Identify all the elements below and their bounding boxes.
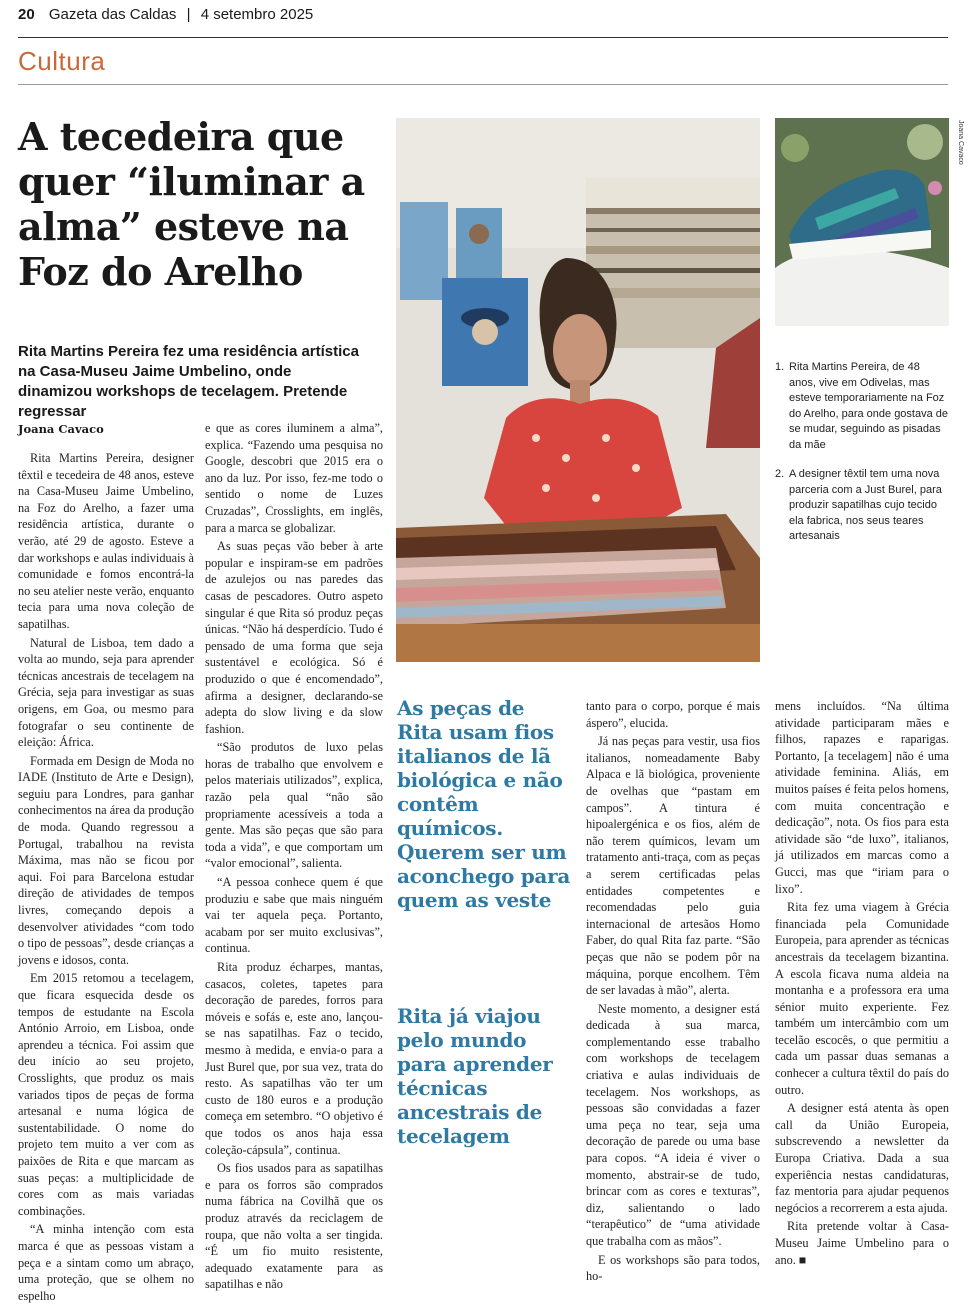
paragraph: e que as cores iluminem a alma”, explica. “Fazendo uma pesquisa no Google, descobri que 2015 era o ano da luz. Por isso, fez-me todo o sentido o nome de Luzes Cruzadas”, Crosslights, em inglês, para a marca se globalizar. <box>205 421 383 535</box>
caption-2 <box>775 467 949 545</box>
paragraph: A designer está atenta às open call da União Europeia, subscrevendo a newsletter da Europa Criativa. Dada a sua experiência nestas candidaturas, faz mentoria para ajudar pequenos negócios a recorrerem a esta ajuda. <box>775 1101 949 1215</box>
sneaker-illustration <box>775 118 949 326</box>
issue-date: 4 setembro 2025 <box>200 6 314 23</box>
paragraph: mens incluídos. “Na última atividade participaram mães e filhos, rapazes e raparigas. Portanto, [a tecelagem] não é uma atividade feminina. Aliás, em muitos países é feita pelos homens, com muita concentração e dedicação”, nota. Os fios para esta atividade são “de luxo”, italianos, já utilizados em marcas como a Gucci, mas que “iriam para o lixo”. <box>775 699 949 896</box>
paragraph: “São produtos de luxo pelas horas de trabalho que envolvem e pelos materiais utilizados”, explica, razão pela qual “não são propriamente acessíveis a toda a gente. Mas são peças que são para toda a vida”, e que comportam um “valor emocional”, salienta. <box>205 740 383 871</box>
paragraph: Rita fez uma viagem à Grécia financiada pela Comunidade Europeia, para aprender as técnicas ancestrais da tecelagem bizantina. A escola ficava numa aldeia na montanha e a professora era uma sénior muito experiente. Fez também um intercâmbio com um tecelão escocês, o que permitiu a cada um passar duas semanas a conhecer a cultura têxtil do país do outro. <box>775 900 949 1097</box>
paragraph: “A pessoa conhece quem é que produziu e sabe que mais ninguém vai ter aquela peça. Portanto, acabam por ser muito exclusivas”, continua. <box>205 875 383 956</box>
paragraph: As suas peças vão beber à arte popular e inspiram-se em padrões de azulejos ou nas paredes das casas de pescadores. Outro aspeto singular é que Rita só produz peças únicas. “Não há desperdício. Tudo é pensado de uma forma que seja sustentável e ecológica. Só é produzido o que é encomendado”, afirma a designer, declarando-se adepta do slow living e da slow fashion. <box>205 539 383 736</box>
sneaker-photo <box>775 118 949 326</box>
paragraph: tanto para o corpo, porque é mais áspero”, elucida. <box>586 699 760 730</box>
caption-number: 1. <box>775 361 785 373</box>
paragraph: Natural de Lisboa, tem dado a volta ao mundo, seja para aprender técnicas ancestrais de tecelagem na Grécia, seja para investigar as suas origens, em Goa, ou mesmo para fotografar o seu continente de eleição: África. <box>18 635 194 750</box>
weaver-photo <box>396 118 760 662</box>
paragraph: Neste momento, a designer está dedicada à sua marca, complementando esse trabalho com workshops de tecelagem criativa e aulas individuais de tecelagem. Nos workshops, as pessoas são convidadas a fazer uma peça no tear, seja uma decoração de parede ou uma base para copos. “A ideia é viver o momento, abstrair-se de tudo, brincar com as cores e texturas”, diz, salientando o lado “terapêutico” de “uma atividade que trabalha com as mãos”. <box>586 1001 760 1248</box>
paragraph: Já nas peças para vestir, usa fios italianos, nomeadamente Baby Alpaca e lã biológica, proveniente de ovelhas que “pastam em campos”. A tintura é hipoalergénica e os fios, além de não terem químicos, levam um tratamento anti-traça, com as peças a serem certificadas pelas entidades competentes e recomendadas pelo guia internacional de artesãos Homo Faber, do qual Rita faz parte. “São peças que não se podem pôr na máquina, porque encolhem. Têm de ser lavadas à mão”, alerta. <box>586 734 760 998</box>
headline: A tecedeira que quer “iluminar a alma” esteve na Foz do Arelho <box>18 114 365 294</box>
pull-quote-1: As peças de Rita usam fios italianos de lã biológica e não contêm químicos. Querem ser um aconchego para quem as veste <box>397 696 570 912</box>
weaver-illustration <box>396 118 760 662</box>
caption-1 <box>775 360 949 453</box>
paragraph: Rita Martins Pereira, designer têxtil e tecedeira de 48 anos, esteve na Casa-Museu Jaime Umbelino, na Foz do Arelho, a fazer uma residência artística, durante o verão, até 29 de agosto. Esteve a dar workshops e aulas individuais à comunidade e fomos encontrá-la no seu atelier neste verão, enquanto tecia para uma nova coleção de sapatilhas. <box>18 451 194 631</box>
header-separator: | <box>186 6 191 23</box>
section-title: Cultura <box>18 46 106 76</box>
paragraph: E os workshops são para todos, ho- <box>586 1252 760 1284</box>
page-number: 20 <box>18 6 35 23</box>
photo-credit: Joana Cavaco <box>957 120 964 165</box>
article-column-1 <box>18 450 194 1303</box>
standfirst: Rita Martins Pereira fez uma residência artística na Casa-Museu Jaime Umbelino, onde dinamizou workshops de tecelagem. Pretende regressar <box>18 343 359 420</box>
paragraph: Rita produz écharpes, mantas, casacos, coletes, tapetes para decoração de paredes, forros para móveis e sofás e, este ano, lançou-se nas sapatilhas. Faz o tecido, mesmo à medida, e envia-o para a Just Burel que, por sua vez, trata do resto. As sapatilhas vão ter um custo de 180 euros e a produção começa em setembro. “O objetivo é que todos os anos haja essa coleção-cápsula”, continua. <box>205 960 383 1157</box>
page-header <box>18 6 948 38</box>
pull-quote-2: Rita já viajou pelo mundo para aprender técnicas ancestrais de tecelagem <box>397 1004 553 1148</box>
caption-text: Rita Martins Pereira, de 48 anos, vive em Odivelas, mas esteve temporariamente na Foz do Arelho, para onde gostava de se mudar, seguindo as pisadas da mãe <box>789 361 949 451</box>
paragraph: “A minha intenção com esta marca é que as pessoas vistam a peça e a sintam como um abraço, uma proteção, que se olhem no espelho <box>18 1222 194 1303</box>
caption-number: 2. <box>775 468 785 480</box>
article-column-2 <box>205 420 383 1292</box>
publication-name: Gazeta das Caldas <box>48 6 177 23</box>
captions <box>775 360 949 559</box>
paragraph: Formada em Design de Moda no IADE (Instituto de Arte e Design), seguiu para Londres, para ganhar conhecimentos na área da produção de moda. Quando regressou a Portugal, trabalhou na revista Máxima, mas não se ficou por aqui. Foi para Barcelona estudar direção de atividades de tempos livres, começando depois a desenvolver atividades “com todo o tipo de pessoas”, desde crianças a jovens e idosos, conta. <box>18 753 194 967</box>
section-divider <box>18 84 948 85</box>
paragraph: Rita pretende voltar à Casa-Museu Jaime Umbelino para o ano. ■ <box>775 1219 949 1267</box>
caption-text: A designer têxtil tem uma nova parceria com a Just Burel, para produzir sapatilhas cujo tecido ela fabrica, nos seus teares artesanais <box>789 468 942 542</box>
paragraph: Os fios usados para as sapatilhas e para os forros são comprados numa fábrica na Covilhã que os produz através da reciclagem de roupa, que não volta a ser tingida. “É um fio muito resistente, adequado exatamente para as sapatilhas e não <box>205 1161 383 1292</box>
article-column-5 <box>775 698 949 1267</box>
article-column-4 <box>586 698 760 1284</box>
byline: Joana Cavaco <box>18 422 104 436</box>
paragraph: Em 2015 retomou a tecelagem, que ficara esquecida desde os tempos de estudante na Escola António Arroio, em Lisboa, onde aprendeu a técnica. Foi assim que deu início ao seu projeto, Crosslights, que produz os mais variados tipos de peças de forma artesanal e numa lógica de sustentabilidade. O nome do projeto tem muito a ver com as paixões de Rita e que marcam as suas peças: a multiplicidade de cores com as mais variadas combinações. <box>18 971 194 1218</box>
